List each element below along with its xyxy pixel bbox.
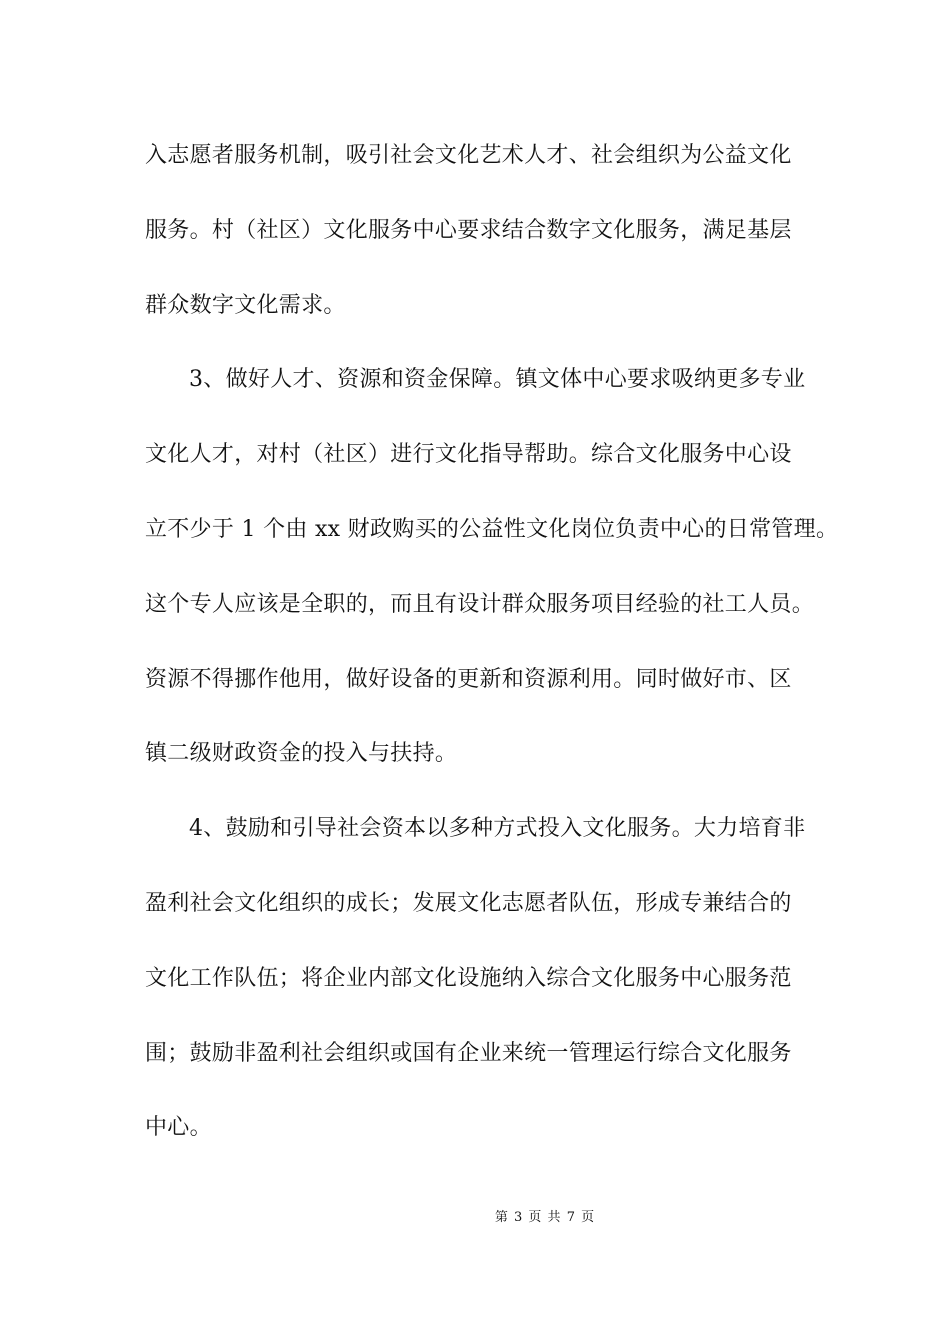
text-line: 这个专人应该是全职的，而且有设计群众服务项目经验的社工人员。 (145, 591, 815, 617)
body-text (145, 134, 839, 1181)
text-line: 群众数字文化需求。 (145, 292, 346, 318)
paragraph-3-first-line: 3、做好人才、资源和资金保障。镇文体中心要求吸纳更多专业 (189, 367, 806, 393)
text-line: 镇二级财政资金的投入与扶持。 (145, 741, 458, 767)
text-line: 中心。 (145, 1115, 212, 1141)
text-line: 文化人才，对村（社区）进行文化指导帮助。综合文化服务中心设 (145, 442, 792, 468)
text-line: 立不少于 1 个由 xx 财政购买的公益性文化岗位负责中心的日常管理。 (145, 516, 839, 542)
text-line: 文化工作队伍；将企业内部文化设施纳入综合文化服务中心服务范 (145, 965, 792, 991)
page-number-footer: 第 3 页 共 7 页 (494, 1210, 596, 1225)
text-line: 入志愿者服务机制，吸引社会文化艺术人才、社会组织为公益文化 (145, 143, 792, 168)
text-line: 资源不得挪作他用，做好设备的更新和资源利用。同时做好市、区 (145, 666, 792, 692)
text-line: 盈利社会文化组织的成长；发展文化志愿者队伍，形成专兼结合的 (145, 890, 792, 916)
paragraph-4-first-line: 4、鼓励和引导社会资本以多种方式投入文化服务。大力培育非 (189, 816, 806, 842)
text-line: 服务。村（社区）文化服务中心要求结合数字文化服务，满足基层 (145, 217, 792, 243)
text-line: 围；鼓励非盈利社会组织或国有企业来统一管理运行综合文化服务 (145, 1040, 792, 1066)
